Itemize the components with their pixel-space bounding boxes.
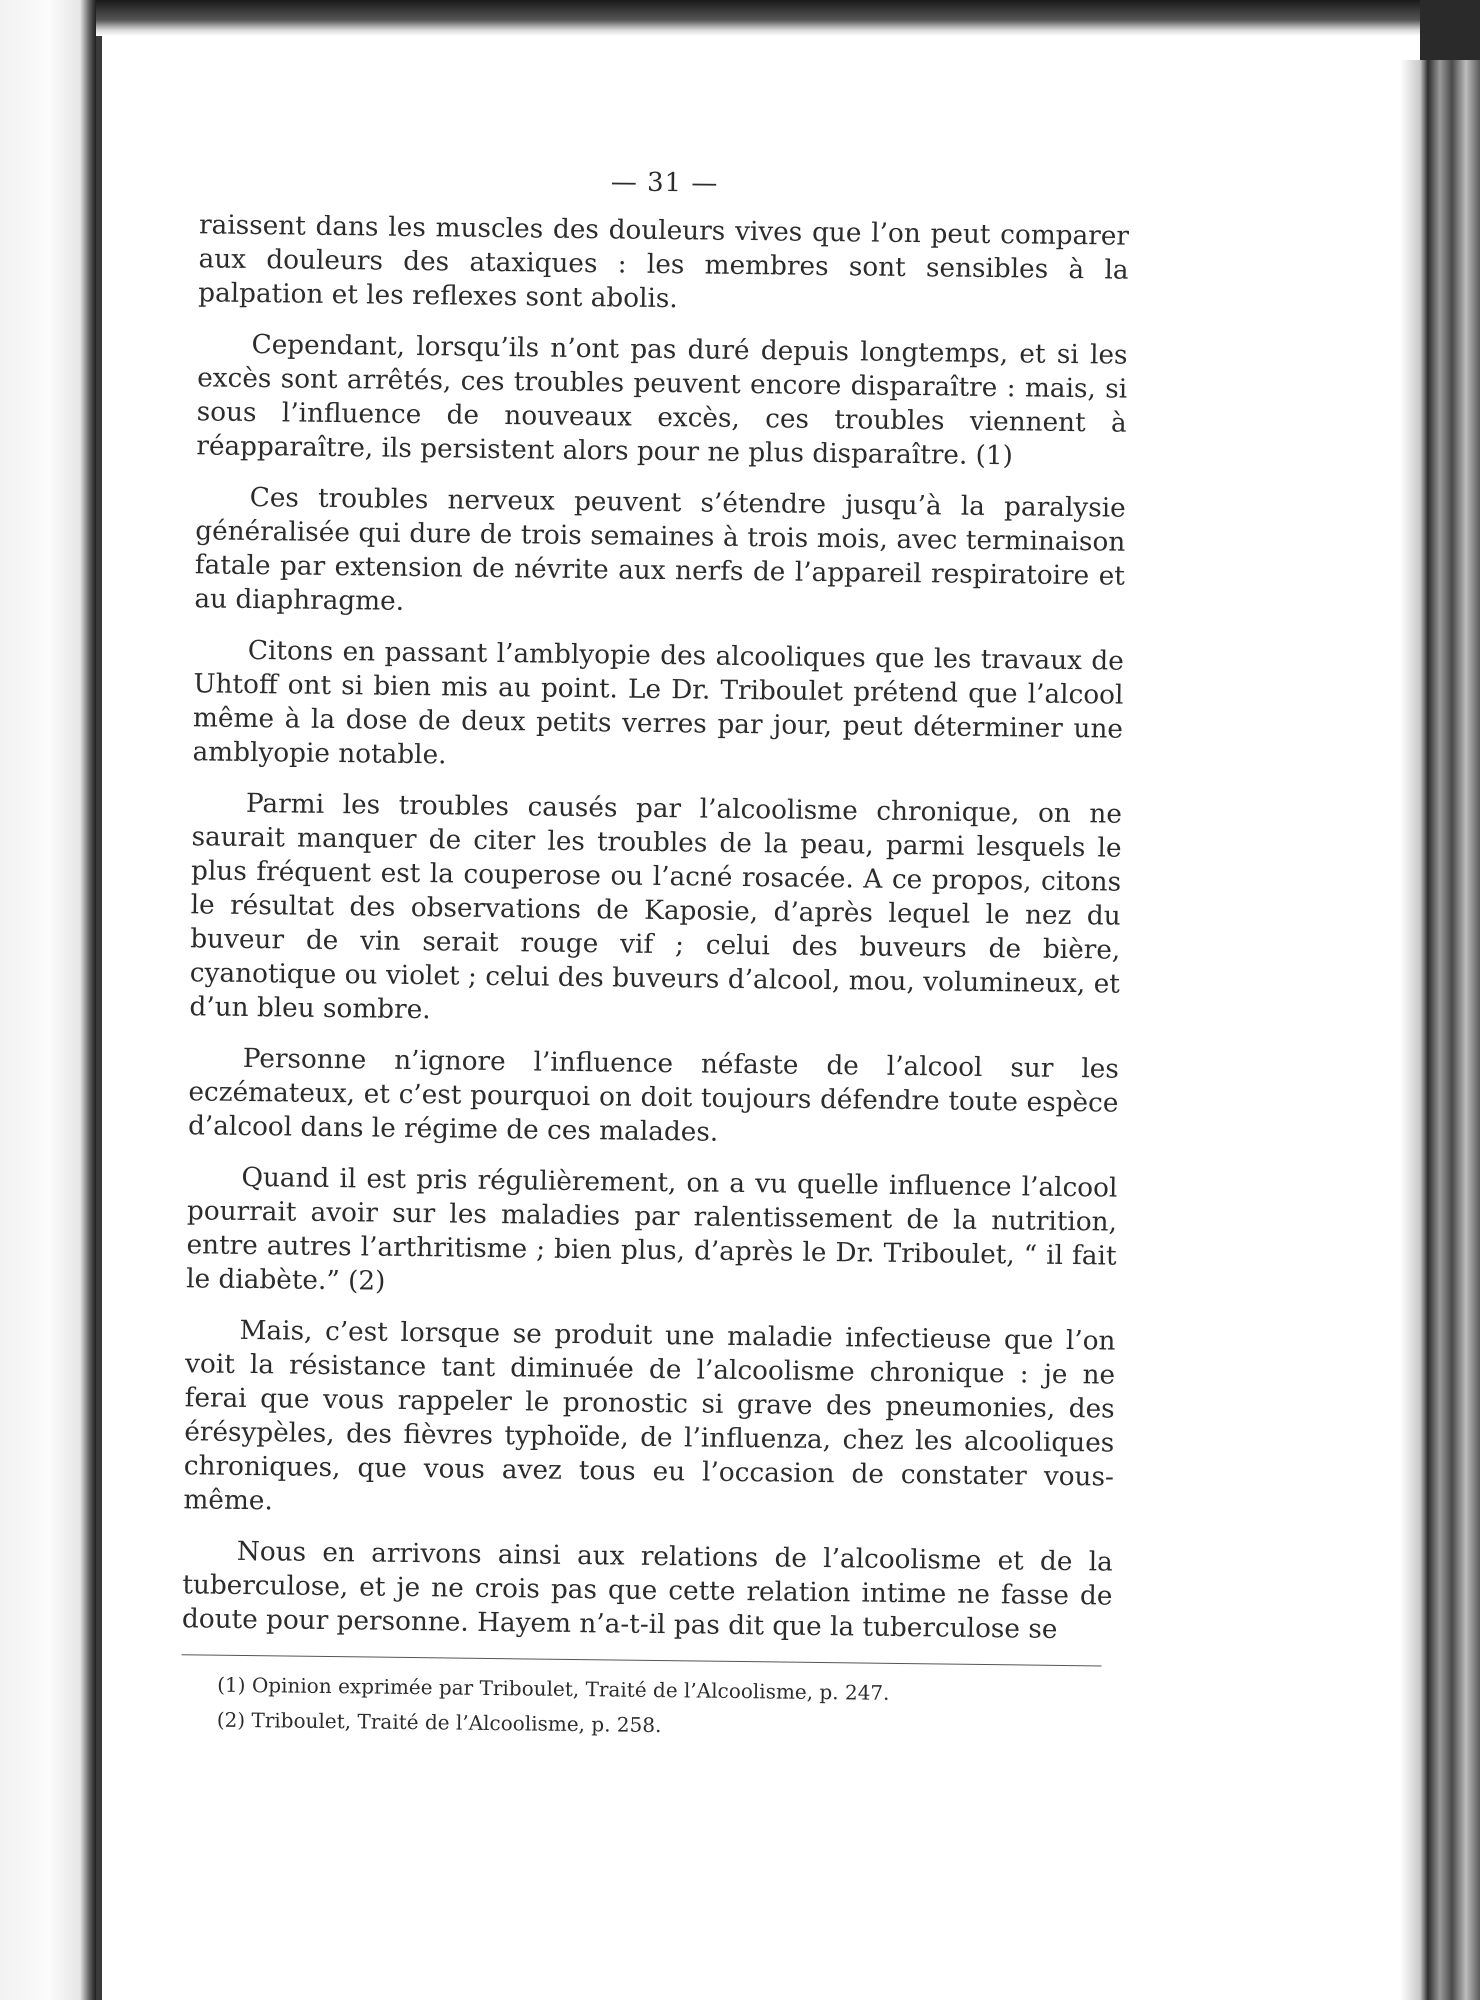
- page-content: [179, 144, 1130, 1875]
- paragraph: Parmi les troubles causés par l’alcoolisme chronique, on ne saurait manquer de citer les troubles de la peau, parmi lesquels le plus fréquent est la couperose ou l’acné rosacée. A ce propos, citons le résultat des observations de Kaposie, d’après lequel le nez du buveur de vin serait rouge vif ; celui des buveurs de bière, cyanotique ou violet ; celui des buveurs d’alcool, mou, volumineux, et d’un bleu sombre.: [189, 788, 1123, 1026]
- paragraph: Personne n’ignore l’influence néfaste de l’alcool sur les eczémateux, et c’est pourquoi on doit toujours défendre toute espèce d’alcool dans le régime de ces malades.: [187, 1043, 1119, 1148]
- footnote: (2) Triboulet, Traité de l’Alcoolisme, p. 258.: [216, 1707, 662, 1738]
- paragraph: Quand il est pris régulièrement, on a vu quelle influence l’alcool pourrait avoir sur les maladies par ralentissement de la nutrition, entre autres l’arthritisme ; bien plus, d’après le Dr. Triboulet, “ il fait le diabète.” (2): [185, 1162, 1118, 1297]
- paragraph: Mais, c’est lorsque se produit une maladie infectieuse que l’on voit la résistance tant diminuée de l’alcoolisme chronique : je ne ferai que vous rappeler le pronostic si grave des pneumonies, des érésypèles, des fièvres typhoïde, de l’influenza, chez les alcooliques chroniques, que vous avez tous eu l’occasion de constater vous-même.: [183, 1315, 1116, 1517]
- paragraph: Nous en arrivons ainsi aux relations de l’alcoolisme et de la tuberculose, et je ne crois pas que cette relation intime ne fasse de doute pour personne. Hayem n’a-t-il pas dit que la tuberculose se: [181, 1536, 1113, 1645]
- page-stack-edge: [1400, 60, 1480, 2000]
- previous-page-edge: [0, 0, 96, 2000]
- paragraph: Citons en passant l’amblyopie des alcooliques que les travaux de Uhtoff ont si bien mis au point. Le Dr. Triboulet prétend que l’alcool même à la dose de deux petits verres par jour, peut déterminer une amblyopie notable.: [192, 635, 1124, 771]
- paragraph: raissent dans les muscles des douleurs vives que l’on peut comparer aux douleurs des ataxiques : les membres sont sensibles à la palpation et les reflexes sont abolis.: [198, 210, 1130, 315]
- top-shadow: [96, 0, 1480, 36]
- page-number: — 31 —: [610, 167, 719, 199]
- paragraph: Cependant, lorsqu’ils n’ont pas duré depuis longtemps, et si les excès sont arrêtés, ces troubles peuvent encore disparaître : mais, si sous l’influence de nouveaux excès, ces troubles viennent à réapparaître, ils persistent alors pour ne plus disparaître. (1): [196, 329, 1128, 472]
- footnote-separator: [182, 1654, 1102, 1666]
- paragraph: Ces troubles nerveux peuvent s’étendre jusqu’à la paralysie généralisée qui dure de trois semaines à trois mois, avec terminaison fatale par extension de névrite aux nerfs de l’appareil respiratoire et au diaphragme.: [194, 482, 1126, 617]
- book-gutter: [96, 30, 102, 2000]
- footnote: (1) Opinion exprimée par Triboulet, Traité de l’Alcoolisme, p. 247.: [217, 1672, 890, 1705]
